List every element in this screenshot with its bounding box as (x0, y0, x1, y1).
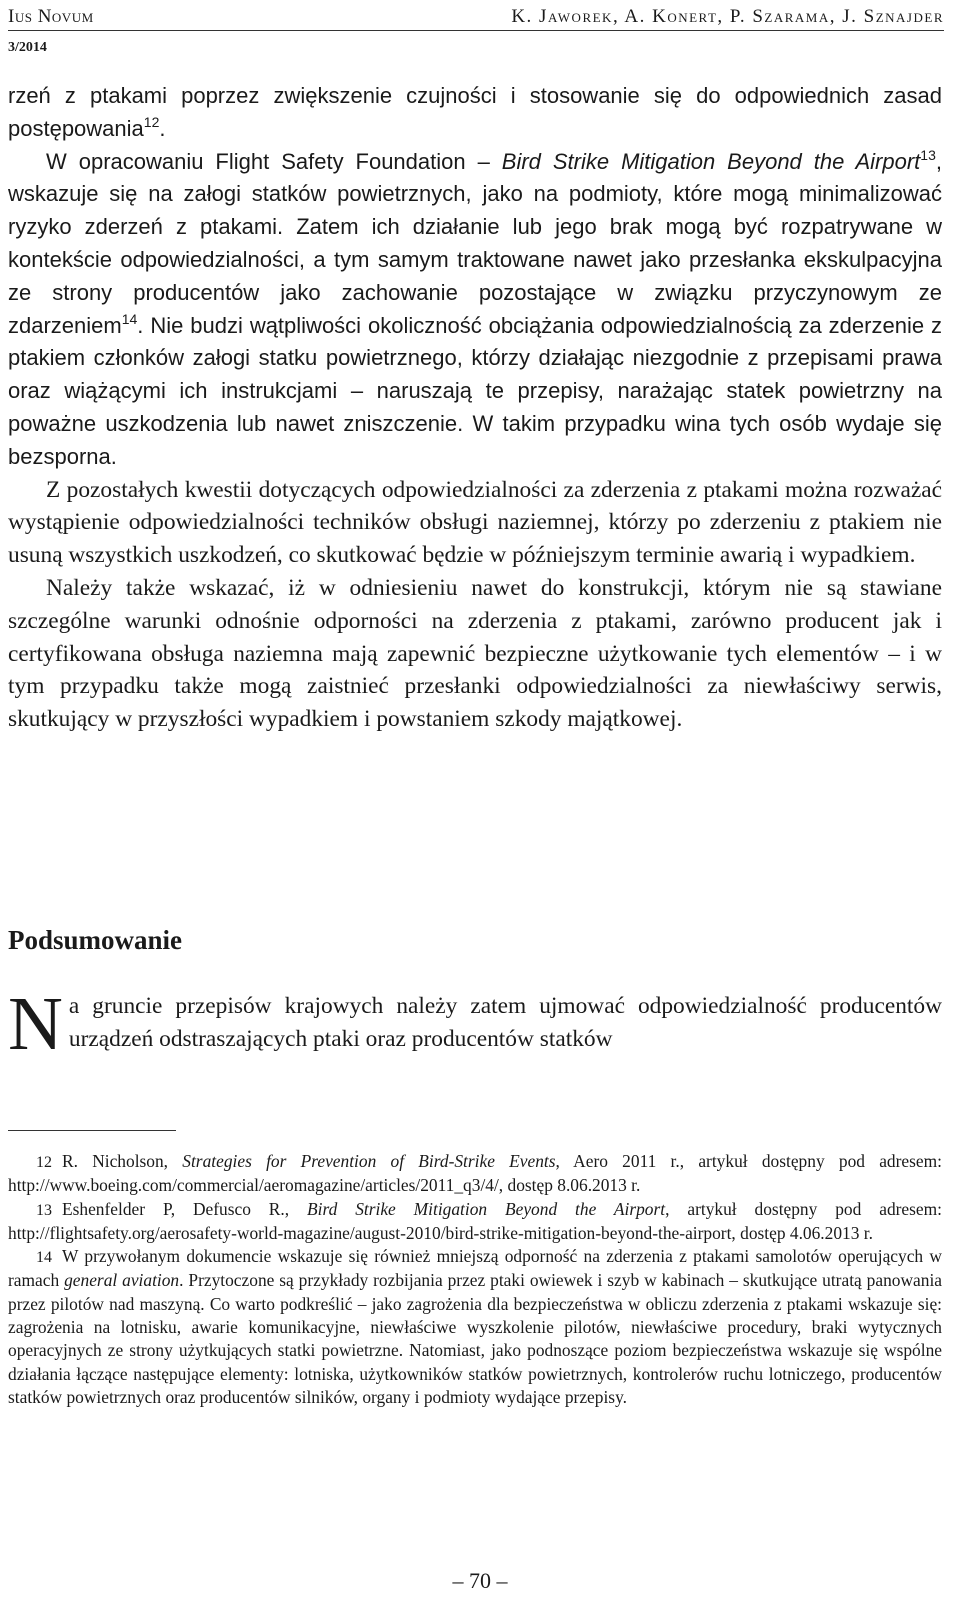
footnote-14: 14 W przywołanym dokumencie wskazuje się również mniejszą odporność na zderzenia z ptakami samolotów operujących w ramach general aviation. Przytoczone są przykłady rozbijania przez ptaki owiewek i szyb w kabinach – skutkujące utratą panowania przez pilotów nad maszyną. Co warto podkreślić – jako zagrożenia dla bezpieczeństwa w obliczu zderzenia z ptakami wskazuje się: zagrożenia na lotnisku, awarie komunikacyjne, niewłaściwe wyszkolenie pilotów, niewłaściwe procedury, braki wytycznych operacyjnych ze strony użytkujących statki powietrzne. Natomiast, jako podnoszące poziom bezpieczeństwa wskazuje się wspólne działania łączące następujące elementy: lotniska, użytkowników statków powietrznych, kontrolerów ruchu lotniczego, producentów statków powietrznych oraz producentów silników, organy i podmioty wydające przepisy. (8, 1246, 942, 1407)
footnote-rule (8, 1130, 176, 1131)
drop-cap: N (8, 982, 63, 1066)
footnote-ref-12[interactable]: 12 (143, 113, 160, 130)
paragraph-2: W opracowaniu Flight Safety Foundation – Bird Strike Mitigation Beyond the Airport$^{13}$, wskazuje się na załogi statków powietrznych, jako na podmioty, które mogą minimalizować ryzyko zderzeń z ptakami. Zatem ich działanie lub jego brak mogą być rozpatrywane w kontekście odpowiedzialności, a tym samym traktowane nawet jako przesłanka ekskulpacyjna ze strony producentów jako zachowanie pozostające w związku przyczynowym ze zdarzeniem$^{14}$. Nie budzi wątpliwości okoliczność obciążania odpowiedzialnością za zderzenie z ptakiem członków załogi statku powietrznego, którzy działając niezgodnie z przepisami prawa oraz wiążącymi ich instrukcjami – naruszają te przepisy, narażając statek powietrzny na poważne uszkodzenia lub nawet zniszczenie. W takim przypadku wina tych osób wydaje się bezsporna. (8, 146, 942, 469)
footnote-link[interactable]: , artykuł dostępny pod adresem: http://flightsafety.org/aerosafety-world-magazine/august-2010/bird-strike-mitigation-beyond-the-airport, dostęp 4.06.2013 r. (8, 1198, 942, 1243)
page-number: – 70 – (452, 1568, 508, 1593)
running-head-authors: K. Jaworek, A. Konert, P. Szarama, J. Sznajder (511, 6, 944, 27)
summary-section (8, 982, 942, 1066)
summary-paragraph: a gruncie przepisów krajowych należy zatem ujmować odpowiedzialność producentów urządzeń odstraszających ptaki oraz producentów statków (68, 993, 942, 1052)
footnote-13: 13 Eshenfelder P, Defusco R., Bird Strike Mitigation Beyond the Airport, artykuł dostępny pod adresem: http://flightsafety.org/aerosafety-world-magazine/august-2010/bird-strike-mitigation-beyond-the-airport, dostęp 4.06.2013 r. (8, 1198, 942, 1243)
body-text (8, 80, 942, 736)
section-heading: Podsumowanie (8, 925, 183, 955)
paragraph-4: Należy także wskazać, iż w odniesieniu nawet do konstrukcji, którym nie są stawiane szczególne warunki odnośnie odporności na zderzenia z ptakami, zarówno producent jak i certyfikowana obsługa naziemna mają zapewnić bezpieczne użytkowanie tych elementów – i w tym przypadku także mogą zaistnieć przesłanki odpowiedzialności za niewłaściwy serwis, skutkujący w przyszłości wypadkiem i powstaniem szkody majątkowej. (8, 574, 942, 733)
paragraph-1: rzeń z ptakami poprzez zwiększenie czujności i stosowanie się do odpowiednich zasad postępowania$^{12}$. (8, 83, 942, 141)
header-rule (8, 30, 944, 31)
cited-title: Bird Strike Mitigation Beyond the Airport (501, 148, 921, 174)
issue-number: 3/2014 (8, 40, 47, 55)
footnote-number: 13 (36, 1201, 52, 1219)
footnote-ref-14[interactable]: 14 (121, 310, 138, 327)
footnote-ref-13[interactable]: 13 (920, 146, 936, 163)
footnotes (8, 1150, 942, 1409)
footnote-number: 12 (36, 1154, 52, 1171)
footnote-12: 12 R. Nicholson, Strategies for Prevention of Bird-Strike Events, Aero 2011 r., artykuł dostępny pod adresem: http://www.boeing.com/commercial/aeromagazine/articles/2011_q3/4/, dostęp 8.06.2013 r. (8, 1151, 942, 1196)
footnote-link[interactable]: , Aero 2011 r., artykuł dostępny pod adresem: http://www.boeing.com/commercial/aeromagazine/articles/2011_q3/4/, dostęp 8.06.2013 r. (8, 1151, 942, 1196)
paragraph-3: Z pozostałych kwestii dotyczących odpowiedzialności za zderzenia z ptakami można rozważać wystąpienie odpowiedzialności techników obsługi naziemnej, którzy po zderzeniu z ptakiem nie usuną wszystkich uszkodzeń, co skutkować będzie w późniejszym terminie awarią i wypadkiem. (8, 476, 942, 569)
journal-title: Ius Novum (8, 6, 94, 27)
footnote-number: 14 (36, 1249, 52, 1267)
